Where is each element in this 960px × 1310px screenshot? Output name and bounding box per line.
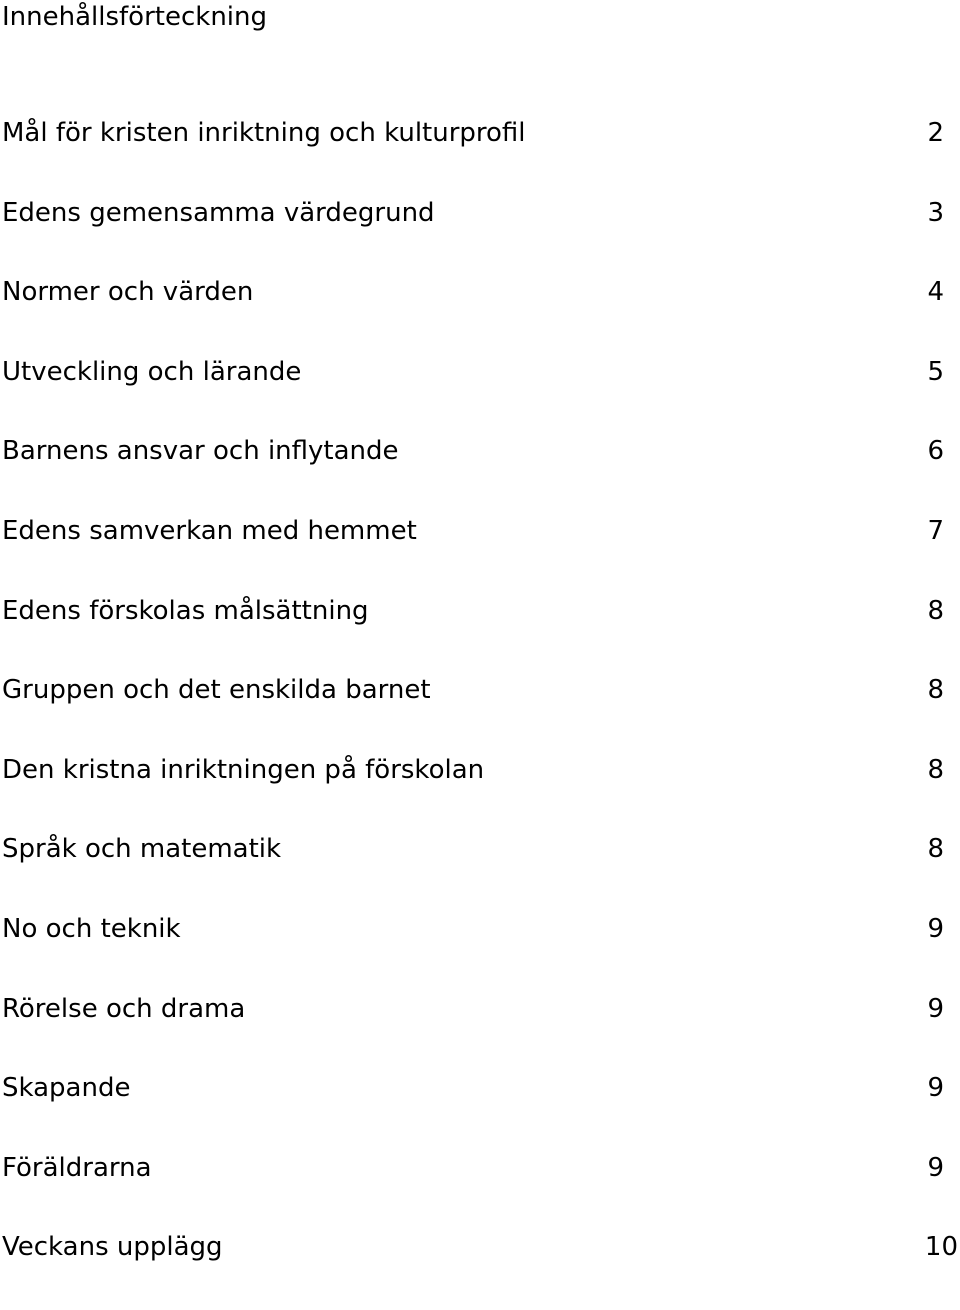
toc-entry-label: Språk och matematik xyxy=(2,834,282,865)
toc-entry-page-number: 9 xyxy=(927,1152,944,1183)
toc-entry-page-number: 5 xyxy=(927,356,944,387)
toc-entry xyxy=(0,753,960,833)
toc-entry-label: Föräldrarna xyxy=(2,1152,152,1183)
toc-entry-page-number: 10 xyxy=(924,1232,958,1263)
toc-entry-label: Normer och värden xyxy=(2,277,254,308)
toc-entry xyxy=(0,514,960,594)
toc-entry xyxy=(0,116,960,196)
toc-entry xyxy=(0,673,960,753)
toc-entry xyxy=(0,1071,960,1151)
toc-entry xyxy=(0,912,960,992)
toc-entry xyxy=(0,1230,960,1310)
toc-entry xyxy=(0,992,960,1072)
toc-list xyxy=(0,116,960,1310)
toc-entry xyxy=(0,196,960,276)
toc-entry-label: No och teknik xyxy=(2,913,181,944)
toc-entry xyxy=(0,434,960,514)
toc-entry-page-number: 9 xyxy=(927,993,944,1024)
toc-entry-page-number: 8 xyxy=(927,595,944,626)
toc-entry-page-number: 4 xyxy=(927,277,944,308)
toc-entry-page-number: 8 xyxy=(927,675,944,706)
toc-entry-label: Veckans upplägg xyxy=(2,1232,223,1263)
toc-entry xyxy=(0,832,960,912)
toc-entry-label: Edens gemensamma värdegrund xyxy=(2,197,435,228)
toc-entry-page-number: 6 xyxy=(927,436,944,467)
toc-entry-label: Edens förskolas målsättning xyxy=(2,595,369,626)
toc-entry xyxy=(0,594,960,674)
toc-entry-label: Edens samverkan med hemmet xyxy=(2,515,417,546)
toc-entry xyxy=(0,275,960,355)
toc-entry-page-number: 8 xyxy=(927,754,944,785)
toc-entry-label: Mål för kristen inriktning och kulturprofil xyxy=(2,118,526,148)
toc-entry-label: Utveckling och lärande xyxy=(2,356,302,387)
toc-entry-page-number: 3 xyxy=(927,197,944,228)
toc-entry-label: Rörelse och drama xyxy=(2,993,246,1024)
toc-title: Innehållsförteckning xyxy=(2,2,268,32)
toc-entry-label: Skapande xyxy=(2,1073,131,1104)
toc-entry-label: Den kristna inriktningen på förskolan xyxy=(2,754,485,785)
toc-entry-page-number: 8 xyxy=(927,834,944,865)
toc-entry xyxy=(0,355,960,435)
toc-entry-label: Barnens ansvar och inflytande xyxy=(2,436,399,467)
toc-entry-page-number: 9 xyxy=(927,913,944,944)
toc-entry-page-number: 2 xyxy=(927,118,944,148)
toc-entry-page-number: 9 xyxy=(927,1073,944,1104)
toc-entry xyxy=(0,1151,960,1231)
toc-entry-page-number: 7 xyxy=(927,515,944,546)
toc-entry-label: Gruppen och det enskilda barnet xyxy=(2,675,431,706)
